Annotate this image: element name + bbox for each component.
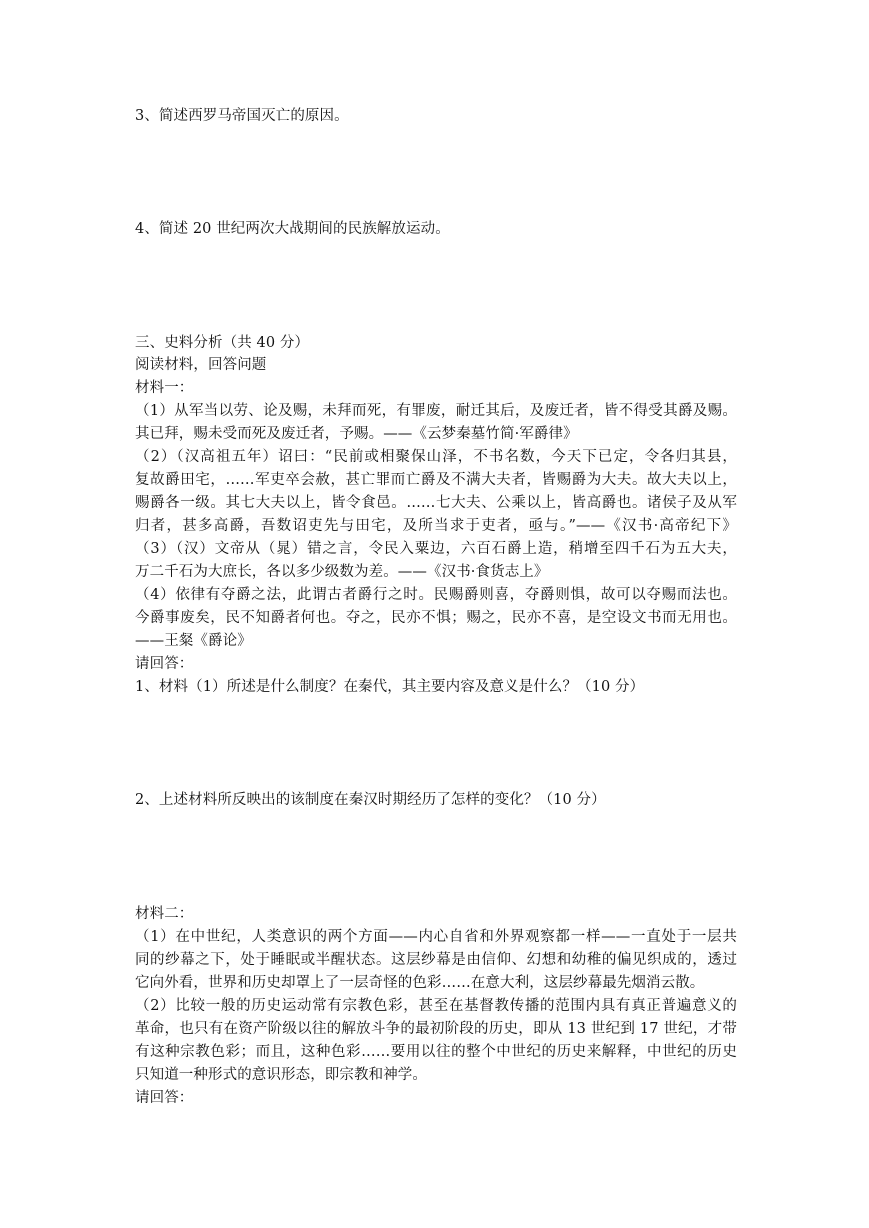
question-4: 4、简述 20 世纪两次大战期间的民族解放运动。 xyxy=(135,221,450,237)
material-1-line: （1）从军当以劳、论及赐，未拜而死，有罪废，耐迁其后，及废迁者，皆不得受其爵及赐。 xyxy=(135,403,737,419)
material-2-line: 同的纱幕之下，处于睡眠或半醒状态。这层纱幕是由信仰、幻想和幼稚的偏见织成的，透过 xyxy=(135,952,737,968)
material-1-line: 赐爵各一级。其七大夫以上，皆令食邑。……七大夫、公乘以上，皆高爵也。诸侯子及从军 xyxy=(135,495,737,511)
question-3: 3、简述西罗马帝国灭亡的原因。 xyxy=(135,108,349,124)
material-2-line: （1）在中世纪，人类意识的两个方面——内心自省和外界观察都一样——一直处于一层共 xyxy=(135,929,737,945)
material-2-line: 有这种宗教色彩；而且，这种色彩……要用以往的整个中世纪的历史来解释，中世纪的历史 xyxy=(135,1044,737,1060)
material-1-label: 材料一： xyxy=(135,380,194,396)
answer-prompt: 请回答： xyxy=(135,1090,194,1106)
material-1-question-2: 2、上述材料所反映出的该制度在秦汉时期经历了怎样的变化？（10 分） xyxy=(135,792,606,808)
material-1-line: （3）（汉）文帝从（晁）错之言，令民入粟边，六百石爵上造，稍增至四千石为五大夫， xyxy=(135,541,737,557)
material-1-line: ——王粲《爵论》 xyxy=(135,633,252,649)
material-1-question-1: 1、材料（1）所述是什么制度？在秦代，其主要内容及意义是什么？（10 分） xyxy=(135,679,645,695)
material-1-line: 其已拜，赐未受而死及废迁者，予赐。——《云梦秦墓竹简·军爵律》 xyxy=(135,426,578,442)
material-1-line: （4）依律有夺爵之法，此谓古者爵行之时。民赐爵则喜，夺爵则惧，故可以夺赐而法也。 xyxy=(135,587,737,603)
material-1-line: 万二千石为大庶长，各以多少级数为差。——《汉书·食货志上》 xyxy=(135,564,549,580)
section-instruction: 阅读材料，回答问题 xyxy=(135,357,267,373)
material-2-line: 只知道一种形式的意识形态，即宗教和神学。 xyxy=(135,1067,427,1083)
answer-prompt: 请回答： xyxy=(135,656,194,672)
material-2-line: （2）比较一般的历史运动常有宗教色彩，甚至在基督教传播的范围内具有真正普遍意义的 xyxy=(135,998,737,1014)
material-1-line: 复故爵田宅，……军吏卒会赦，甚亡罪而亡爵及不满大夫者，皆赐爵为大夫。故大夫以上， xyxy=(135,472,737,488)
material-2-label: 材料二： xyxy=(135,906,194,922)
material-2-line: 革命，也只有在资产阶级以往的解放斗争的最初阶段的历史，即从 13 世纪到 17 世纪，才带 xyxy=(135,1021,737,1037)
section-heading: 三、史料分析（共 40 分） xyxy=(135,335,310,351)
material-1-line: 今爵事废矣，民不知爵者何也。夺之，民亦不惧；赐之，民亦不喜，是空设文书而无用也。 xyxy=(135,610,737,626)
material-1-line: 归者，甚多高爵，吾数诏吏先与田宅，及所当求于吏者，亟与。”——《汉书·高帝纪下》 xyxy=(135,518,737,534)
material-2-line: 它向外看，世界和历史却罩上了一层奇怪的色彩……在意大利，这层纱幕最先烟消云散。 xyxy=(135,975,705,991)
material-1-line: （2）（汉高祖五年）诏曰：“民前或相聚保山泽，不书名数，今天下已定，令各归其县， xyxy=(135,449,737,465)
